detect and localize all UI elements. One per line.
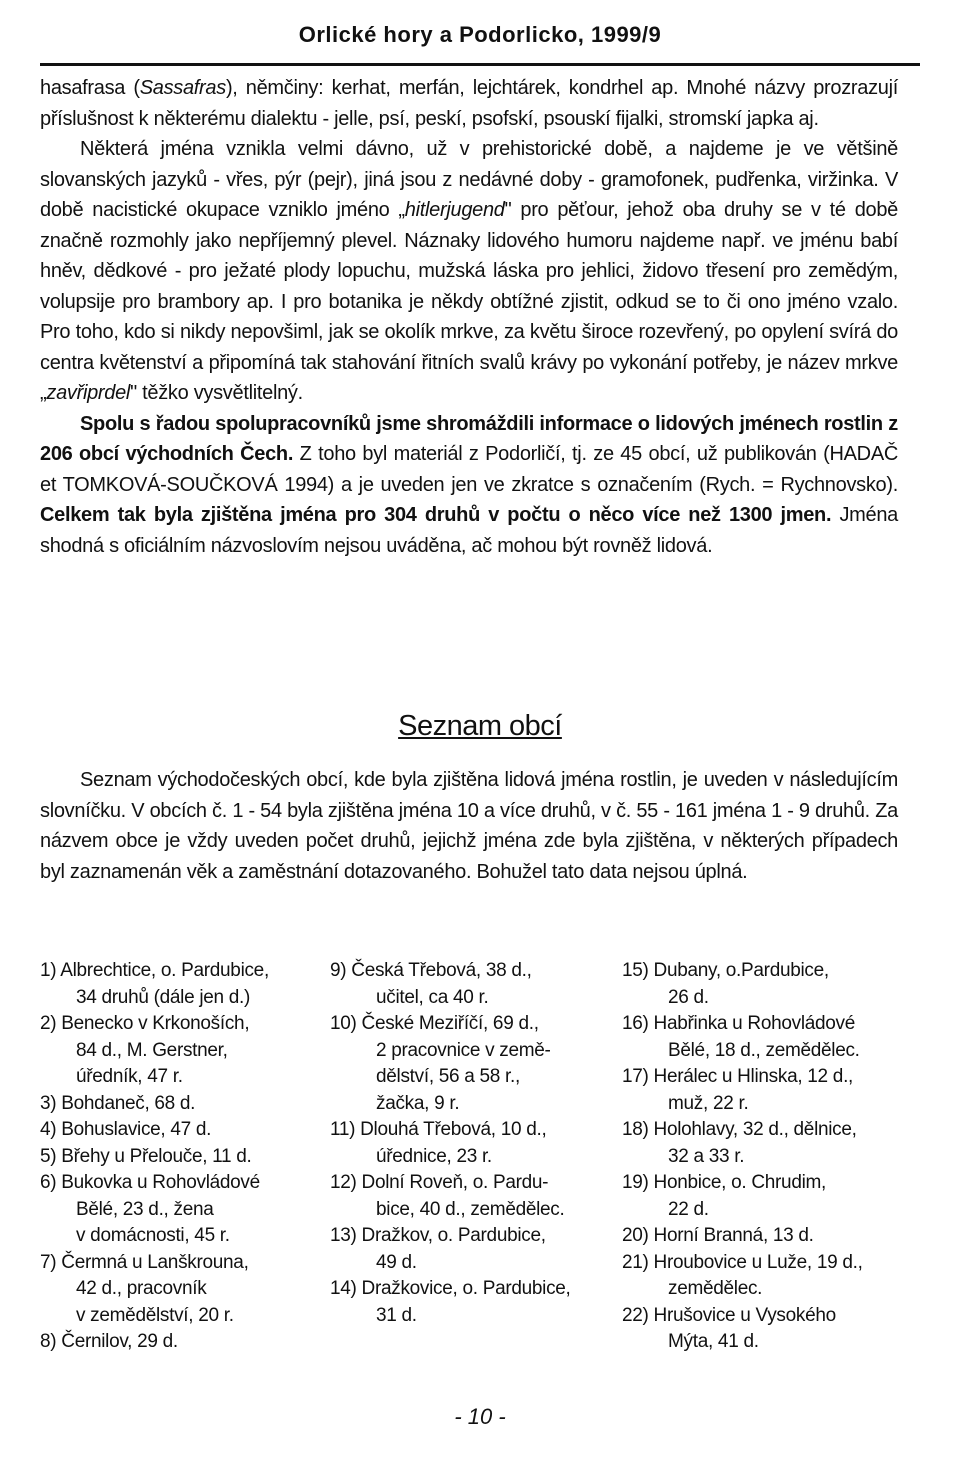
p3-bold-2: Celkem tak byla zjištěna jména pro 304 druhů v počtu o něco více než 1300 jmen. [40, 504, 832, 526]
entry-detail: učitel, ca 40 r. [376, 986, 489, 1008]
entry-title: 18) Holohlavy, 32 d., dělnice, [622, 1119, 857, 1140]
entry-title: 7) Čermná u Lanškrouna, [40, 1251, 249, 1273]
header-rule [40, 63, 920, 66]
p1-text-b: ), němčiny: kerhat, merfán, lejchtárek, kondrhel ap. Mnohé názvy prozrazují příslušnost k některému dialektu - jelle, psí, peskí, psofskí, psouskí fijalki, stromskí japka aj. [40, 77, 899, 130]
list-entry [40, 1091, 325, 1118]
p2-text-b: " pro pěťour, jehož oba druhy se v té době značně rozmohly jako nepříjemný plevel. Náznaky lidového humoru najdeme např. ve jménu babí hněv, dědkové - pro ježaté plody lopuchu, mužská láska pro jehlici, židovo třesení pro zemědým, volupsije pro brambory ap. I pro botanika je někdy obtížné zjistit, odkud se to či ono jméno vzalo. Pro toho, kdo si nikdy nepovšiml, jak se okolík mrkve, za květu široce rozevřený, po opylení svírá do centra květenství a připomíná tak stahování řitních svalů krávy po vykonání potřeby, je název mrkve „ [40, 199, 898, 404]
list-column-3 [622, 958, 922, 1356]
entry-detail: dělství, 56 a 58 r., [376, 1066, 520, 1087]
entry-detail: bice, 40 d., zemědělec. [376, 1198, 565, 1220]
entry-detail: zemědělec. [668, 1278, 763, 1299]
page-number: - 10 - [454, 1404, 506, 1429]
entry-title: 22) Hrušovice u Vysokého [622, 1304, 836, 1326]
list-entry [330, 1223, 615, 1276]
p3-bold-1: Spolu s řadou spolupracovníků jsme shromáždili informace o lidových jménech rostlin z 206 obcí východních Čech. [40, 412, 898, 465]
list-entry [40, 1144, 325, 1171]
entry-title: 6) Bukovka u Rohovládové [40, 1172, 260, 1193]
entry-title: 8) Černilov, 29 d. [40, 1331, 178, 1352]
body-text [40, 73, 898, 561]
entry-title: 3) Bohdaneč, 68 d. [40, 1092, 196, 1114]
entry-detail: 42 d., pracovník [76, 1278, 207, 1299]
list-entry [622, 1303, 922, 1356]
list-entry [40, 1117, 325, 1144]
entry-title: 14) Dražkovice, o. Pardubice, [330, 1278, 571, 1299]
p1-text-a: hasafrasa ( [40, 77, 140, 99]
entry-title: 20) Horní Branná, 13 d. [622, 1225, 814, 1246]
list-entry [622, 1117, 922, 1170]
entry-detail: 32 a 33 r. [668, 1145, 745, 1167]
entry-detail: v zemědělství, 20 r. [76, 1304, 234, 1326]
list-entry [622, 1223, 922, 1250]
entry-detail: 49 d. [376, 1251, 417, 1273]
entry-title: 9) Česká Třebová, 38 d., [330, 960, 532, 981]
p2-italic-1: hitlerjugend [404, 199, 505, 221]
entry-detail: muž, 22 r. [668, 1092, 749, 1114]
list-entry [40, 958, 325, 1011]
list-column-1 [40, 958, 325, 1356]
list-entry [40, 1011, 325, 1091]
entry-title: 12) Dolní Roveň, o. Pardu- [330, 1172, 549, 1193]
entry-title: 19) Honbice, o. Chrudim, [622, 1172, 827, 1193]
intro-paragraph: Seznam východočeských obcí, kde byla zjištěna lidová jména rostlin, je uveden v následujícím slovníčku. V obcích č. 1 - 54 byla zjištěna jména 10 a více druhů, v č. 55 - 161 jména 1 - 9 druhů. Za názvem obce je vždy uveden počet druhů, jejichž jména zde byla zjištěna, v některých případech byl zaznamenán věk a zaměstnání dotazovaného. Bohužel tato data nejsou úplná. [40, 769, 898, 883]
list-entry [622, 1250, 922, 1303]
entry-title: 16) Habřinka u Rohovládové [622, 1013, 856, 1034]
p2-text-c: " těžko vysvětlitelný. [130, 382, 303, 404]
list-entry [622, 1011, 922, 1064]
list-entry [40, 1329, 325, 1356]
list-entry [622, 1064, 922, 1117]
entry-detail: žačka, 9 r. [376, 1092, 460, 1114]
entry-detail: úřednice, 23 r. [376, 1145, 492, 1167]
entry-detail: 31 d. [376, 1304, 417, 1326]
entry-title: 4) Bohuslavice, 47 d. [40, 1119, 212, 1140]
list-entry [330, 958, 615, 1011]
entry-title: 13) Dražkov, o. Pardubice, [330, 1225, 546, 1246]
p3-text-b: Jména shodná s oficiálním názvoslovím nejsou uváděna, ač mohou být rovněž lidová. [40, 504, 898, 557]
list-entry [40, 1170, 325, 1250]
paragraph-1 [40, 73, 898, 134]
entry-title: 21) Hroubovice u Luže, 19 d., [622, 1251, 863, 1273]
entry-title: 5) Břehy u Přelouče, 11 d. [40, 1145, 252, 1167]
entry-detail: 34 druhů (dále jen d.) [76, 986, 251, 1008]
list-entry [622, 958, 922, 1011]
paragraph-3 [40, 409, 898, 562]
list-entry [330, 1117, 615, 1170]
entry-detail: Mýta, 41 d. [668, 1331, 759, 1352]
list-entry [330, 1276, 615, 1329]
section-title: Seznam obcí [398, 710, 562, 742]
section-intro [40, 765, 898, 887]
entry-title: 15) Dubany, o.Pardubice, [622, 960, 829, 981]
p2-italic-2: zavřiprdel [46, 382, 131, 404]
p2-text-a: Některá jména vznikla velmi dávno, už v prehistorické době, a najdeme je ve většině slovanských jazyků - vřes, pýr (pejr), jiná jsou z nedávné doby - gramofonek, pudřenka, viržinka. V době nacistické okupace vzniklo jméno „ [40, 138, 898, 221]
entry-detail: 22 d. [668, 1198, 709, 1220]
p1-italic: Sassafras [139, 77, 226, 99]
entry-title: 10) České Meziříčí, 69 d., [330, 1013, 539, 1034]
entry-title: 1) Albrechtice, o. Pardubice, [40, 960, 269, 981]
paragraph-2 [40, 134, 898, 409]
entry-detail: úředník, 47 r. [76, 1066, 183, 1087]
p3-text-a: Z toho byl materiál z Podorličí, tj. ze 45 obcí, už publikován (HADAČ et TOMKOVÁ-SOUČKOVÁ 1994) a je uveden jen ve zkratce s označením (Rych. = Rychnovsko). [40, 443, 899, 496]
list-entry [40, 1250, 325, 1330]
list-entry [622, 1170, 922, 1223]
list-entry [330, 1011, 615, 1117]
entry-detail: v domácnosti, 45 r. [76, 1225, 230, 1246]
list-column-2 [330, 958, 615, 1329]
entry-detail: 26 d. [668, 986, 709, 1008]
entry-title: 2) Benecko v Krkonoších, [40, 1013, 250, 1034]
entry-title: 17) Herálec u Hlinska, 12 d., [622, 1066, 854, 1087]
entry-detail: 84 d., M. Gerstner, [76, 1039, 228, 1061]
page-header: Orlické hory a Podorlicko, 1999/9 [298, 22, 662, 47]
entry-detail: Bělé, 18 d., zemědělec. [668, 1039, 860, 1061]
entry-detail: Bělé, 23 d., žena [76, 1198, 214, 1220]
list-entry [330, 1170, 615, 1223]
entry-title: 11) Dlouhá Třebová, 10 d., [330, 1119, 547, 1140]
entry-detail: 2 pracovnice v země- [376, 1039, 551, 1061]
